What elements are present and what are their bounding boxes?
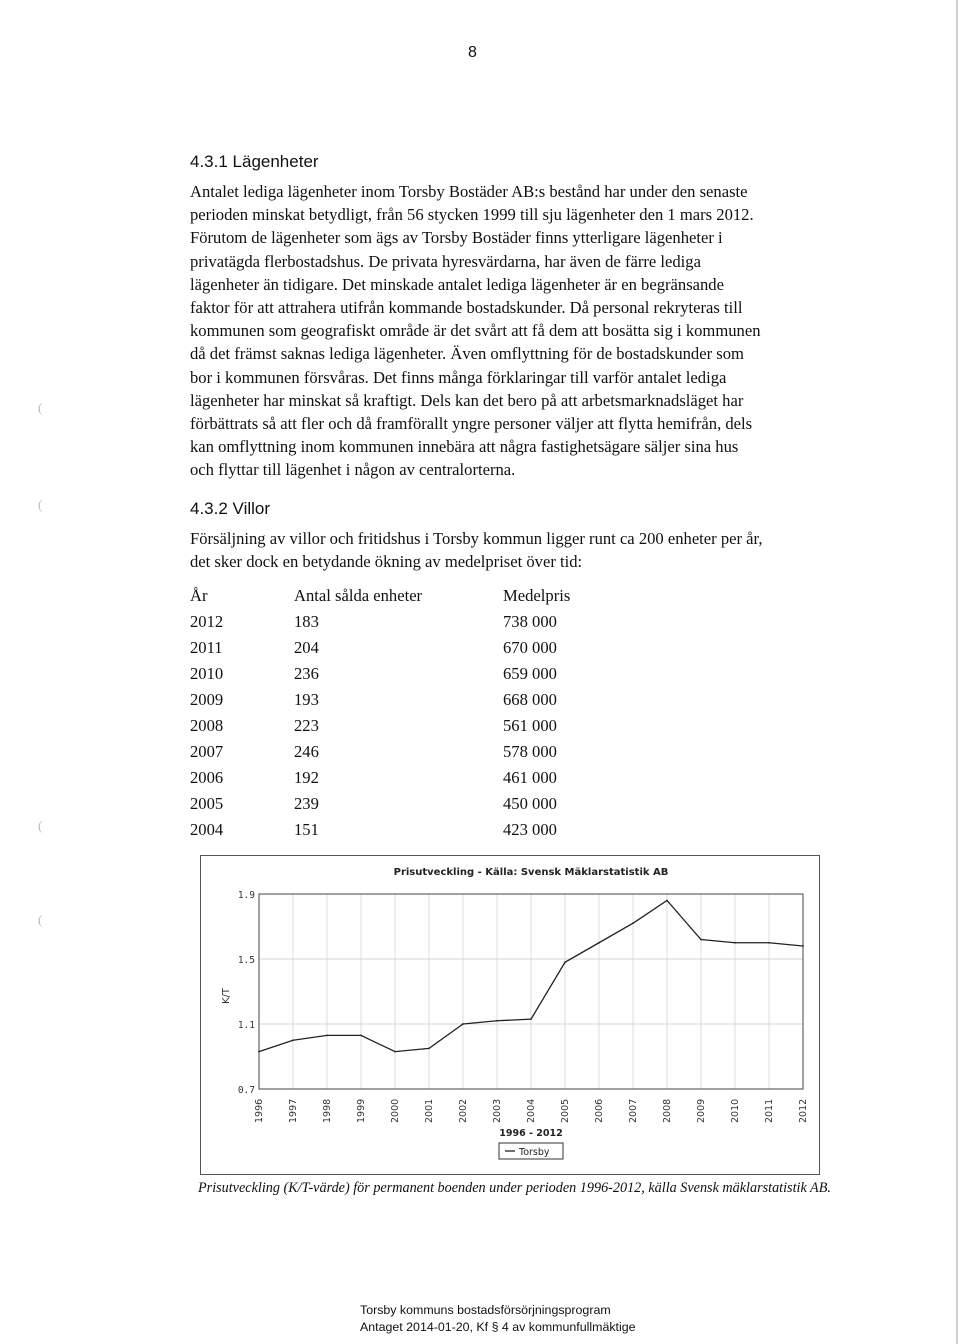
table-cell-price: 738 000: [503, 612, 557, 631]
data-point: [292, 1039, 294, 1041]
x-tick-label: 2004: [526, 1098, 537, 1123]
x-tick-label: 2002: [458, 1098, 469, 1123]
body-line: privatägda flerbostadshus. De privata hyresvärdarna, har även de färre lediga: [190, 251, 701, 271]
table-cell-count: 246: [294, 742, 319, 761]
table-row: [190, 820, 610, 842]
data-point: [598, 942, 600, 944]
x-tick-label: 2007: [628, 1098, 639, 1123]
data-point: [802, 945, 804, 947]
section-heading-lagenheter: 4.3.1 Lägenheter: [190, 152, 319, 171]
table-row: [190, 794, 610, 816]
margin-mark: (: [38, 912, 43, 927]
y-axis-label: K/T: [221, 987, 232, 1005]
x-tick-label: 2003: [492, 1098, 503, 1123]
margin-mark: (: [38, 818, 43, 833]
body-line: kan omflyttning inom kommunen innebära att några fastighetsägare säljer sina hus: [190, 437, 739, 457]
x-tick-label: 2011: [764, 1098, 775, 1123]
data-point: [326, 1034, 328, 1036]
data-point: [394, 1051, 396, 1053]
data-point: [428, 1047, 430, 1049]
table-cell-price: 561 000: [503, 716, 557, 735]
price-development-chart: [201, 856, 819, 1174]
y-tick-label: 1.1: [237, 1020, 255, 1031]
table-header: År: [190, 586, 208, 605]
body-line: då det främst saknas lediga lägenheter. Även omflyttning för de bostadskunder som: [190, 344, 744, 364]
x-tick-label: 2006: [594, 1098, 605, 1123]
x-tick-label: 1999: [356, 1098, 367, 1123]
table-cell-count: 151: [294, 820, 319, 839]
figure-caption: Prisutveckling (K/T-värde) för permanent boenden under perioden 1996-2012, källa Svensk mäklarstatistik AB.: [198, 1180, 831, 1196]
body-line: Antalet lediga lägenheter inom Torsby Bostäder AB:s bestånd har under den senaste: [190, 182, 748, 201]
body-line: det sker dock en betydande ökning av medelpriset över tid:: [190, 552, 583, 572]
table-cell-year: 2009: [190, 690, 224, 709]
data-point: [258, 1051, 260, 1053]
table-row: [190, 768, 610, 790]
table-cell-year: 2004: [190, 820, 224, 839]
table-cell-year: 2008: [190, 716, 224, 735]
table-header-row: [190, 586, 610, 608]
data-point: [462, 1023, 464, 1025]
data-point: [768, 942, 770, 944]
page-number: 8: [468, 44, 477, 61]
data-point: [632, 922, 634, 924]
y-tick-label: 0.7: [237, 1085, 255, 1096]
x-tick-label: 2005: [560, 1098, 571, 1123]
data-point: [666, 900, 668, 902]
chart-frame: [200, 855, 820, 1175]
chart-title: Prisutveckling - Källa: Svensk Mäklarstatistik AB: [393, 867, 669, 878]
table-cell-count: 223: [294, 716, 319, 735]
body-line: Förutom de lägenheter som ägs av Torsby Bostäder finns ytterligare lägenheter i: [190, 228, 723, 248]
data-point: [734, 942, 736, 944]
table-cell-count: 236: [294, 664, 319, 683]
table-cell-price: 578 000: [503, 742, 557, 761]
table-cell-count: 183: [294, 612, 319, 631]
section-villor-body: [190, 527, 840, 573]
table-cell-count: 192: [294, 768, 319, 787]
footer-adopted: Antaget 2014-01-20, Kf § 4 av kommunfullmäktige: [360, 1320, 636, 1334]
table-cell-year: 2010: [190, 664, 224, 683]
body-line: förbättrats så att fler och då framförallt yngre personer väljer att flytta hemifrån, dels: [190, 414, 753, 434]
body-line: och flyttar till lägenhet i någon av centralorterna.: [190, 460, 516, 480]
scan-edge: [956, 0, 958, 1344]
x-tick-label: 2010: [730, 1098, 741, 1123]
body-line: faktor för att attrahera utifrån kommande bostadskunder. Då personal rekryteras till: [190, 298, 743, 318]
table-row: [190, 742, 610, 764]
body-line: bor i kommunen försvåras. Det finns många förklaringar till varför antalet lediga: [190, 367, 727, 387]
table-cell-price: 461 000: [503, 768, 557, 787]
body-line: Försäljning av villor och fritidshus i Torsby kommun ligger runt ca 200 enheter per år,: [190, 529, 763, 548]
table-cell-count: 193: [294, 690, 319, 709]
body-line: perioden minskat betydligt, från 56 stycken 1999 till sju lägenheter den 1 mars 2012.: [190, 205, 754, 225]
y-tick-label: 1.5: [237, 955, 255, 966]
table-cell-count: 239: [294, 794, 319, 813]
body-line: lägenheter har minskat så kraftigt. Dels kan det bero på att arbetsmarknadsläget har: [190, 390, 744, 410]
x-tick-label: 2000: [390, 1098, 401, 1123]
body-line: kommunen som geografiskt område är det svårt att få dem att bosätta sig i kommunen: [190, 321, 761, 341]
table-row: [190, 690, 610, 712]
x-tick-label: 2012: [798, 1098, 809, 1123]
table-cell-year: 2005: [190, 794, 224, 813]
table-cell-year: 2011: [190, 638, 223, 657]
section-heading-villor: 4.3.2 Villor: [190, 499, 271, 518]
footer-program: Torsby kommuns bostadsförsörjningsprogram: [360, 1303, 611, 1317]
margin-mark: (: [38, 400, 43, 415]
section-lagenheter-body: [190, 180, 840, 482]
table-header: Antal sålda enheter: [294, 586, 423, 605]
table-cell-price: 668 000: [503, 690, 557, 709]
table-cell-price: 659 000: [503, 664, 557, 683]
body-line: lägenheter än tidigare. Det minskade antalet lediga lägenheter är en begränsande: [190, 274, 724, 294]
x-axis-label: 1996 - 2012: [499, 1128, 563, 1139]
table-cell-year: 2006: [190, 768, 224, 787]
x-tick-label: 2009: [696, 1098, 707, 1123]
sales-table: [190, 586, 610, 846]
table-row: [190, 612, 610, 634]
table-cell-price: 450 000: [503, 794, 557, 813]
x-tick-label: 2008: [662, 1098, 673, 1123]
legend-label: Torsby: [519, 1147, 550, 1158]
table-row: [190, 664, 610, 686]
table-row: [190, 638, 610, 660]
table-cell-price: 670 000: [503, 638, 557, 657]
y-tick-label: 1.9: [237, 890, 255, 901]
table-cell-year: 2007: [190, 742, 224, 761]
table-cell-count: 204: [294, 638, 319, 657]
table-cell-price: 423 000: [503, 820, 557, 839]
data-point: [496, 1020, 498, 1022]
x-tick-label: 2001: [424, 1098, 435, 1123]
data-point: [530, 1018, 532, 1020]
data-point: [700, 939, 702, 941]
data-point: [564, 961, 566, 963]
x-tick-label: 1996: [254, 1098, 265, 1123]
table-cell-year: 2012: [190, 612, 224, 631]
x-tick-label: 1997: [288, 1098, 299, 1123]
table-header: Medelpris: [503, 586, 571, 605]
data-point: [360, 1034, 362, 1036]
margin-mark: (: [38, 497, 43, 512]
x-tick-label: 1998: [322, 1098, 333, 1123]
table-row: [190, 716, 610, 738]
